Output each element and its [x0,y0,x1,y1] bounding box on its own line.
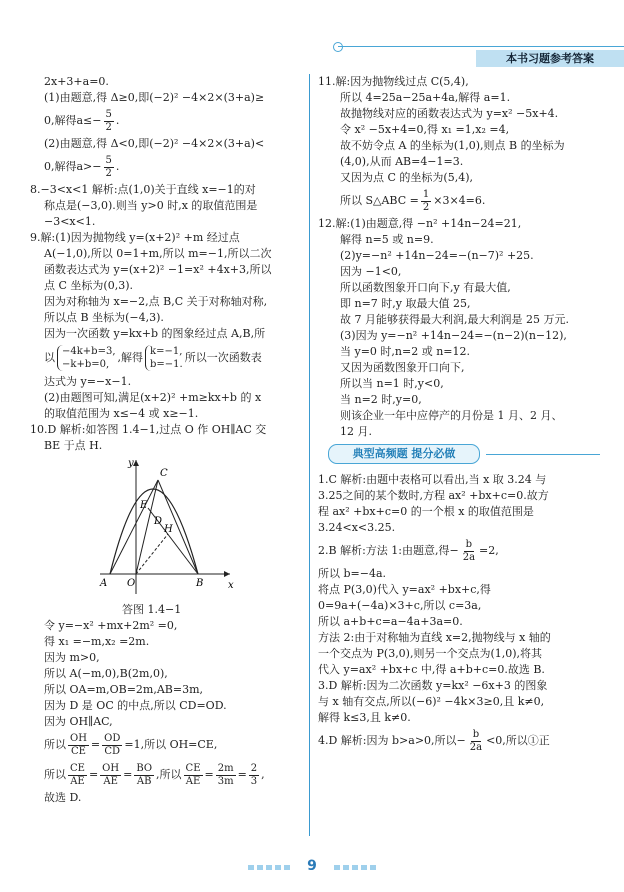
parabola-figure [90,454,240,602]
text-line: 当 n=2 时,y=0, [340,393,422,406]
question-9: 9.解:(1)因为抛物线 y=(x+2)² +m 经过点 [30,231,240,244]
fraction: $\frac{2m}{3m}$ [217,762,234,787]
label-B: B [196,578,204,589]
text-line: 因为对称轴为 x=−2,点 B,C 关于对称轴对称, [44,295,268,308]
text-line: 函数表达式为 y=(x+2)² −1=x² +4x+3,所以 [44,263,272,276]
header-ornament-dot [333,42,343,52]
label-D: D [154,516,163,527]
fraction: $\frac{CE}{AE}$ [185,762,201,787]
fraction: $\frac{OH}{CE}$ [70,732,87,757]
column-divider [309,74,310,836]
fraction: $\frac{5}{2}$ [105,108,112,133]
fraction: $\frac{CE}{AE}$ [70,762,85,787]
text-line: 2x+3+a=0. [44,75,109,88]
fraction: $\frac{2}{3}$ [250,762,258,787]
text-line: 解得 k≤3,且 k≠0. [318,711,411,724]
text-line: 所以当 n=1 时,y<0, [340,377,444,390]
fraction-line: 所以 $\frac{CE}{AE}$ = $\frac{OH}{AE}$ = $\frac{BO}{AB}$ ,所以 $\frac{CE}{AE}$ = $\frac{2m}{3m}$ = $\frac{2}{3}$ , [44,762,265,787]
equation-system-line: 以 −4k+b=3, −k+b=0, ,解得 k=−1, b=−1. 所以一次函数表 [44,346,262,370]
text-line: (2)y=−n² +14n−24=−(n−7)² +25. [340,249,534,262]
fraction-line: 所以 S△ABC = $\frac{1}{2}$ ×3×4=6. [340,188,486,213]
figure-1-4-1 [90,454,240,602]
text-line: 将点 P(3,0)代入 y=ax² +bx+c,得 [318,583,491,596]
footer-ornament-left [248,865,290,870]
text-line: 所以 b=−4a. [318,567,387,580]
section-header [318,440,600,472]
question-10: 10.D 解析:如答图 1.4−1,过点 O 作 OH∥AC 交 [30,423,267,436]
text-line: 所以函数图象开口向下,y 有最大值, [340,281,511,294]
text-line: 因为 D 是 OC 的中点,所以 CD=OD. [44,699,227,712]
fraction: $\frac{5}{2}$ [105,154,112,179]
label-x: x [228,580,234,591]
text-line: 所以 A(−m,0),B(2m,0), [44,667,168,680]
right-column [318,74,600,756]
text-line: (2)由题图可知,满足(x+2)² +m≥kx+b 的 x [44,391,262,404]
text-line: 因为 OH∥AC, [44,715,113,728]
label-A: A [100,578,108,589]
text-line: −3<x<1. [44,215,96,228]
text-line: 方法 2:由于对称轴为直线 x=2,抛物线与 x 轴的 [318,631,551,644]
fraction: $\frac{1}{2}$ [422,188,430,213]
text-line: 所以 OA=m,OB=2m,AB=3m, [44,683,204,696]
text-line: 令 y=−x² +mx+2m² =0, [44,619,178,632]
text-line: 程 ax² +bx+c=0 的一个根 x 的取值范围是 [318,505,534,518]
text-line: 故不妨令点 A 的坐标为(1,0),则点 B 的坐标为 [340,139,565,152]
label-C: C [160,468,168,479]
page-header-title: 本书习题参考答案 [476,50,624,67]
fraction: $\frac{b}{2a}$ [469,728,483,753]
text-line: A(−1,0),所以 0=1+m,所以 m=−1,所以二次 [44,247,272,260]
label-H: H [164,524,173,535]
text-line: (3)因为 y=−n² +14n−24=−(n−2)(n−12), [340,329,567,342]
text-line: 点 C 坐标为(0,3). [44,279,133,292]
text-line: 故选 D. [44,791,82,804]
text-line: 解得 n=5 或 n=9. [340,233,434,246]
fraction-line: 所以 $\frac{OH}{CE}$ = $\frac{OD}{CD}$ =1,所以 OH=CE, [44,732,218,757]
fraction: $\frac{b}{2a}$ [462,538,476,563]
footer-ornament-right [334,865,376,870]
section-rule [486,454,600,455]
question-12: 12.解:(1)由题意,得 −n² +14n−24=21, [318,217,522,230]
text-line: 与 x 轴有交点,所以(−6)² −4k×3≥0,且 k≠0, [318,695,545,708]
text-line: (4,0),从而 AB=4−1=3. [340,155,464,168]
text-line: 0=9a+(−4a)×3+c,所以 c=3a, [318,599,482,612]
text-line: 得 x₁ =−m,x₂ =2m. [44,635,150,648]
page-number: 9 [307,858,317,874]
left-column [30,74,302,806]
text-line: 令 x² −5x+4=0,得 x₁ =1,x₂ =4, [340,123,510,136]
text-line: 一个交点为 P(3,0),则另一个交点为(1,0),将其 [318,647,543,660]
text-line: 称点是(−3,0).则当 y>0 时,x 的取值范围是 [44,199,258,212]
page-footer [0,858,624,878]
text-line: 因为 −1<0, [340,265,402,278]
question-8: 8.−3<x<1 解析:点(1,0)关于直线 x=−1的对 [30,183,256,196]
label-E: E [140,500,148,511]
text-line: 3.24<x<3.25. [318,521,396,534]
label-y: y [128,458,134,469]
label-O: O [127,578,136,589]
text-line: 故 7 月能够获得最大利润,最大利润是 25 万元. [340,313,569,326]
text-line: 因为 m>0, [44,651,100,664]
section-banner: 典型高频题 提分必做 [328,444,480,464]
question-11: 11.解:因为抛物线过点 C(5,4), [318,75,469,88]
fraction: $\frac{BO}{AB}$ [136,762,153,787]
fraction-line: 0,解得a≤− $\frac{5}{2}$ . [44,108,120,133]
text-line: 达式为 y=−x−1. [44,375,132,388]
figure-caption: 答图 1.4−1 [122,603,182,616]
text-line: 当 y=0 时,n=2 或 n=12. [340,345,471,358]
text-line: 所以 4=25a−25a+4a,解得 a=1. [340,91,511,104]
text-line: 又因为点 C 的坐标为(5,4), [340,171,473,184]
practice-2: 2.B 解析:方法 1:由题意,得− $\frac{b}{2a}$ =2, [318,538,499,563]
header-rule [338,46,624,47]
text-line: 的取值范围为 x≤−4 或 x≥−1. [44,407,199,420]
text-line: (2)由题意,得 Δ<0,即(−2)² −4×2×(3+a)< [44,137,265,150]
text-line: 则该企业一年中应停产的月份是 1 月、2 月、 [340,409,563,422]
text-line: 又因为函数图象开口向下, [340,361,465,374]
practice-1: 1.C 解析:由题中表格可以看出,当 x 取 3.24 与 [318,473,547,486]
fraction-line: 0,解得a>− $\frac{5}{2}$ . [44,154,120,179]
text-line: 所以 a+b+c=a−4a+3a=0. [318,615,463,628]
practice-3: 3.D 解析:因为二次函数 y=kx² −6x+3 的图象 [318,679,548,692]
text-line: 故抛物线对应的函数表达式为 y=x² −5x+4. [340,107,559,120]
text-line: 12 月. [340,425,372,438]
text-line: (1)由题意,得 Δ≥0,即(−2)² −4×2×(3+a)≥ [44,91,265,104]
text-line: 即 n=7 时,y 取最大值 25, [340,297,471,310]
equation-system: k=−1, b=−1. [145,345,183,371]
text-line: 所以点 B 坐标为(−4,3). [44,311,164,324]
text-line: 3.25之间的某个数时,方程 ax² +bx+c=0.故方 [318,489,549,502]
text-line: 因为一次函数 y=kx+b 的图象经过点 A,B,所 [44,327,266,340]
text-line: 代入 y=ax² +bx+c 中,得 a+b+c=0.故选 B. [318,663,545,676]
equation-system: −4k+b=3, −k+b=0, [57,345,116,371]
fraction: $\frac{OH}{AE}$ [102,762,120,787]
practice-4: 4.D 解析:因为 b>a>0,所以− $\frac{b}{2a}$ <0,所以①正 [318,728,550,753]
fraction: $\frac{OD}{CD}$ [104,732,121,757]
text-line: BE 于点 H. [44,439,103,452]
